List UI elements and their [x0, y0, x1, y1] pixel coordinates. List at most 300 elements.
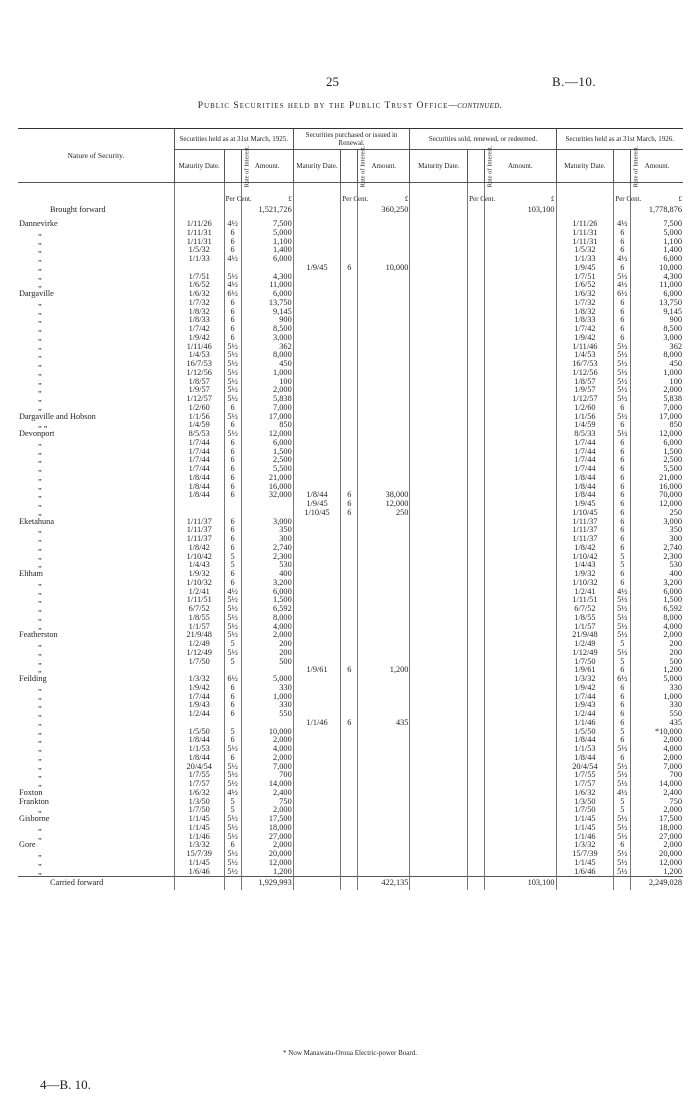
- maturity-1925: 1/6/32: [174, 290, 224, 299]
- amount-purchased: [358, 640, 410, 649]
- rate-sold: [468, 789, 485, 798]
- maturity-sold: [410, 421, 468, 430]
- security-name: „: [38, 534, 42, 543]
- rate-1926: 6: [614, 456, 631, 465]
- amount-1925: 362: [241, 343, 293, 352]
- amount-sold: [485, 421, 556, 430]
- rate-1925: 5: [224, 658, 241, 667]
- amount-1925: 8,000: [241, 614, 293, 623]
- rate-1926: 6: [614, 229, 631, 238]
- maturity-1925: 1/6/46: [174, 868, 224, 877]
- amount-purchased: [358, 378, 410, 387]
- rate-1925: 6: [224, 526, 241, 535]
- maturity-1926: 8/5/33: [556, 430, 614, 439]
- maturity-sold: [410, 658, 468, 667]
- rate-1926: 6: [614, 264, 631, 273]
- rate-purchased: [341, 841, 358, 850]
- amount-purchased: [358, 605, 410, 614]
- maturity-sold: [410, 824, 468, 833]
- rate-1926: 6: [614, 308, 631, 317]
- maturity-1926: 1/4/59: [556, 421, 614, 430]
- security-name: „: [38, 761, 42, 771]
- rate-purchased: [341, 684, 358, 693]
- header-rate: Rate of Interest.: [614, 150, 631, 183]
- maturity-purchased: [293, 369, 341, 378]
- amount-1926: 330: [631, 701, 683, 710]
- amount-sold: [485, 483, 556, 492]
- maturity-sold: [410, 579, 468, 588]
- amount-purchased: [358, 728, 410, 737]
- amount-1926: 27,000: [631, 833, 683, 842]
- table-row: [18, 868, 683, 877]
- rate-1926: 6: [614, 474, 631, 483]
- maturity-sold: [410, 395, 468, 404]
- rate-purchased: [341, 815, 358, 824]
- security-name: „: [38, 525, 42, 535]
- maturity-sold: [410, 736, 468, 745]
- rate-purchased: [341, 369, 358, 378]
- amount-1925: 200: [241, 649, 293, 658]
- maturity-sold: [410, 649, 468, 658]
- rate-sold: [468, 640, 485, 649]
- security-name: Dannevirke: [19, 219, 58, 228]
- security-name: „: [38, 700, 42, 710]
- maturity-1925: 1/12/49: [174, 649, 224, 658]
- amount-1925: 530: [241, 561, 293, 570]
- rate-purchased: [341, 378, 358, 387]
- rate-1925: 5½: [224, 649, 241, 658]
- security-name: „: [38, 499, 42, 508]
- header-amount: Amount.: [631, 150, 683, 183]
- rate-1926: 6: [614, 701, 631, 710]
- security-name: „: [38, 481, 42, 491]
- rate-1926: 4½: [614, 789, 631, 798]
- rate-1925: 5½: [224, 771, 241, 780]
- security-name: „: [38, 604, 42, 613]
- rate-sold: [468, 806, 485, 815]
- amount-purchased: [358, 544, 410, 553]
- carried-forward-row: [18, 877, 683, 891]
- maturity-1926: 1/7/32: [556, 299, 614, 308]
- amount-purchased: [358, 439, 410, 448]
- amount-sold: [485, 763, 556, 772]
- amount-1925: 2,400: [241, 789, 293, 798]
- maturity-sold: [410, 553, 468, 562]
- title-main: Public Securities held by the Public Trust Office: [197, 101, 449, 111]
- maturity-purchased: [293, 596, 341, 605]
- security-name: „: [38, 332, 42, 342]
- amount-1926: 17,500: [631, 815, 683, 824]
- maturity-1925: 1/10/42: [174, 553, 224, 562]
- amount-1925: 2,500: [241, 456, 293, 465]
- amount-1926: 7,000: [631, 404, 683, 413]
- amount-1925: 7,500: [241, 220, 293, 229]
- maturity-1926: 1/1/33: [556, 255, 614, 264]
- amount-sold: [485, 386, 556, 395]
- amount-1925: 6,000: [241, 439, 293, 448]
- amount-purchased: [358, 693, 410, 702]
- amount-1925: 8,500: [241, 325, 293, 334]
- maturity-1925: 1/8/44: [174, 474, 224, 483]
- maturity-1926: 1/11/46: [556, 343, 614, 352]
- amount-1925: 5,000: [241, 675, 293, 684]
- rate-1926: 6: [614, 500, 631, 509]
- maturity-1926: 1/2/60: [556, 404, 614, 413]
- amount-sold: [485, 658, 556, 667]
- amount-purchased: [358, 579, 410, 588]
- rate-sold: [468, 710, 485, 719]
- amount-purchased: [358, 386, 410, 395]
- rate-purchased: [341, 413, 358, 422]
- rate-sold: [468, 623, 485, 632]
- maturity-1925: 1/1/57: [174, 623, 224, 632]
- amount-1925: 12,000: [241, 859, 293, 868]
- amount-1925: 4,000: [241, 623, 293, 632]
- rate-1925: 5½: [224, 763, 241, 772]
- rate-1925: 5½: [224, 413, 241, 422]
- rate-purchased: [341, 649, 358, 658]
- maturity-1926: 1/7/44: [556, 456, 614, 465]
- amount-purchased: [358, 308, 410, 317]
- maturity-sold: [410, 500, 468, 509]
- amount-1926: 3,000: [631, 518, 683, 527]
- rate-sold: [468, 404, 485, 413]
- rate-sold: [468, 273, 485, 282]
- rate-sold: [468, 360, 485, 369]
- rate-1925: 5: [224, 806, 241, 815]
- maturity-sold: [410, 815, 468, 824]
- maturity-sold: [410, 771, 468, 780]
- maturity-sold: [410, 806, 468, 815]
- rate-sold: [468, 684, 485, 693]
- rate-1926: 5: [614, 728, 631, 737]
- maturity-purchased: [293, 246, 341, 255]
- amount-1926: 10,000: [631, 264, 683, 273]
- rate-purchased: [341, 220, 358, 229]
- security-name: „: [38, 682, 42, 692]
- page-title: [0, 101, 700, 111]
- rate-sold: [468, 649, 485, 658]
- maturity-1925: 1/7/44: [174, 448, 224, 457]
- maturity-sold: [410, 255, 468, 264]
- maturity-sold: [410, 850, 468, 859]
- maturity-purchased: [293, 439, 341, 448]
- amount-purchased: [358, 736, 410, 745]
- carried-forward-amount-1925: 1,929,993: [241, 877, 293, 891]
- maturity-1926: 1/8/42: [556, 544, 614, 553]
- amount-1926: 900: [631, 316, 683, 325]
- maturity-1926: 1/2/49: [556, 640, 614, 649]
- maturity-1926: 1/1/46: [556, 833, 614, 842]
- maturity-purchased: [293, 806, 341, 815]
- rate-1926: 6: [614, 693, 631, 702]
- maturity-1925: 6/7/52: [174, 605, 224, 614]
- unit-pound: £: [241, 183, 293, 204]
- maturity-1926: 1/8/44: [556, 754, 614, 763]
- rate-1926: 5½: [614, 859, 631, 868]
- amount-purchased: [358, 465, 410, 474]
- maturity-sold: [410, 448, 468, 457]
- rate-sold: [468, 413, 485, 422]
- maturity-1925: 1/1/33: [174, 255, 224, 264]
- rate-1925: 6: [224, 579, 241, 588]
- maturity-1926: 1/7/50: [556, 658, 614, 667]
- amount-sold: [485, 841, 556, 850]
- rate-1925: 4½: [224, 255, 241, 264]
- maturity-1925: 1/8/32: [174, 308, 224, 317]
- amount-purchased: [358, 404, 410, 413]
- amount-sold: [485, 299, 556, 308]
- rate-sold: [468, 693, 485, 702]
- amount-1925: 300: [241, 535, 293, 544]
- amount-1926: 350: [631, 526, 683, 535]
- rate-1925: 6: [224, 334, 241, 343]
- rate-purchased: [341, 273, 358, 282]
- rate-1925: 5½: [224, 833, 241, 842]
- amount-1926: 530: [631, 561, 683, 570]
- rate-sold: [468, 666, 485, 675]
- rate-1925: 6: [224, 701, 241, 710]
- rate-purchased: [341, 771, 358, 780]
- maturity-1925: 1/11/31: [174, 238, 224, 247]
- amount-sold: [485, 360, 556, 369]
- maturity-purchased: [293, 640, 341, 649]
- rate-1926: 5½: [614, 763, 631, 772]
- amount-1926: 100: [631, 378, 683, 387]
- rate-sold: [468, 798, 485, 807]
- amount-1926: 750: [631, 798, 683, 807]
- amount-1925: 6,000: [241, 588, 293, 597]
- amount-sold: [485, 281, 556, 290]
- maturity-1925: 1/8/33: [174, 316, 224, 325]
- amount-sold: [485, 771, 556, 780]
- maturity-1925: 1/3/32: [174, 675, 224, 684]
- rate-1925: 6: [224, 693, 241, 702]
- amount-sold: [485, 623, 556, 632]
- security-name: „: [38, 271, 42, 281]
- maturity-1925: 20/4/54: [174, 763, 224, 772]
- maturity-1926: 1/7/42: [556, 325, 614, 334]
- maturity-sold: [410, 596, 468, 605]
- maturity-1925: 1/8/44: [174, 754, 224, 763]
- amount-1925: 500: [241, 658, 293, 667]
- amount-sold: [485, 701, 556, 710]
- amount-1925: 2,000: [241, 806, 293, 815]
- rate-purchased: [341, 325, 358, 334]
- maturity-1926: 1/7/57: [556, 780, 614, 789]
- amount-1925: 17,000: [241, 413, 293, 422]
- amount-purchased: [358, 518, 410, 527]
- rate-1926: 5½: [614, 378, 631, 387]
- maturity-purchased: [293, 736, 341, 745]
- rate-1925: 5: [224, 553, 241, 562]
- rate-1926: 5½: [614, 351, 631, 360]
- rate-1926: 6: [614, 535, 631, 544]
- maturity-1926: 1/1/53: [556, 745, 614, 754]
- amount-purchased: [358, 614, 410, 623]
- rate-1926: 5½: [614, 815, 631, 824]
- rate-sold: [468, 868, 485, 877]
- maturity-1926: 1/11/37: [556, 535, 614, 544]
- maturity-1926: 1/8/44: [556, 491, 614, 500]
- maturity-1926: 1/8/44: [556, 474, 614, 483]
- maturity-sold: [410, 631, 468, 640]
- maturity-purchased: [293, 421, 341, 430]
- amount-1925: 12,000: [241, 430, 293, 439]
- rate-sold: [468, 448, 485, 457]
- rate-sold: [468, 439, 485, 448]
- maturity-purchased: [293, 631, 341, 640]
- rate-1925: 5½: [224, 868, 241, 877]
- amount-1925: 2,000: [241, 736, 293, 745]
- amount-purchased: [358, 360, 410, 369]
- security-name: „: [38, 455, 42, 465]
- rate-1925: 6: [224, 238, 241, 247]
- maturity-1925: 1/11/46: [174, 343, 224, 352]
- maturity-sold: [410, 220, 468, 229]
- rate-1925: 4½: [224, 789, 241, 798]
- maturity-1925: 1/8/44: [174, 736, 224, 745]
- amount-purchased: [358, 649, 410, 658]
- security-name: „: [38, 656, 42, 666]
- maturity-sold: [410, 456, 468, 465]
- security-name: „: [38, 726, 42, 736]
- maturity-1926: 1/7/44: [556, 439, 614, 448]
- rate-purchased: [341, 395, 358, 404]
- brought-forward-amount-1926: 1,778,876: [631, 203, 683, 217]
- rate-sold: [468, 701, 485, 710]
- security-name: „: [38, 394, 42, 403]
- rate-purchased: 6: [341, 666, 358, 675]
- amount-sold: [485, 465, 556, 474]
- maturity-1926: 1/9/61: [556, 666, 614, 675]
- rate-sold: [468, 518, 485, 527]
- maturity-1925: 15/7/39: [174, 850, 224, 859]
- maturity-sold: [410, 491, 468, 500]
- rate-1926: 6: [614, 684, 631, 693]
- maturity-1926: 1/8/33: [556, 316, 614, 325]
- amount-purchased: [358, 815, 410, 824]
- maturity-1926: 1/4/53: [556, 351, 614, 360]
- rate-1925: 6: [224, 325, 241, 334]
- maturity-sold: [410, 623, 468, 632]
- amount-1926: 16,000: [631, 483, 683, 492]
- amount-1926: 4,000: [631, 623, 683, 632]
- rate-1925: 5: [224, 561, 241, 570]
- header-maturity: Maturity Date.: [174, 150, 224, 183]
- rate-1926: 5½: [614, 413, 631, 422]
- rate-purchased: [341, 281, 358, 290]
- amount-1925: 2,000: [241, 386, 293, 395]
- rate-purchased: [341, 868, 358, 877]
- amount-1925: 3,000: [241, 518, 293, 527]
- amount-purchased: [358, 474, 410, 483]
- rate-1925: 5½: [224, 745, 241, 754]
- rate-1926: 5½: [614, 850, 631, 859]
- maturity-1925: 1/1/45: [174, 824, 224, 833]
- header-rate: Rate of Interest.: [341, 150, 358, 183]
- maturity-1926: 1/9/57: [556, 386, 614, 395]
- maturity-1926: 1/9/32: [556, 570, 614, 579]
- amount-sold: [485, 675, 556, 684]
- amount-1926: 20,000: [631, 850, 683, 859]
- maturity-1926: 21/9/48: [556, 631, 614, 640]
- amount-1926: 400: [631, 570, 683, 579]
- rate-sold: [468, 833, 485, 842]
- rate-purchased: [341, 570, 358, 579]
- amount-1925: [241, 500, 293, 509]
- maturity-sold: [410, 378, 468, 387]
- rate-purchased: [341, 588, 358, 597]
- maturity-1926: 1/6/32: [556, 789, 614, 798]
- security-name: „: [38, 831, 42, 841]
- amount-1926: 1,500: [631, 596, 683, 605]
- security-name: „: [38, 341, 42, 351]
- maturity-purchased: [293, 413, 341, 422]
- rate-sold: [468, 859, 485, 868]
- security-name: „: [38, 359, 42, 368]
- footnote: * Now Manawatu-Oroua Electric-power Board.: [283, 1049, 417, 1057]
- rate-1925: 4½: [224, 220, 241, 229]
- amount-sold: [485, 439, 556, 448]
- amount-1925: 6,000: [241, 255, 293, 264]
- rate-sold: [468, 736, 485, 745]
- maturity-sold: [410, 841, 468, 850]
- securities-table: [18, 128, 683, 890]
- amount-purchased: [358, 343, 410, 352]
- amount-purchased: [358, 675, 410, 684]
- maturity-purchased: [293, 850, 341, 859]
- rate-purchased: [341, 526, 358, 535]
- unit-per-cent: Per Cent.: [224, 183, 241, 204]
- rate-sold: [468, 299, 485, 308]
- maturity-purchased: [293, 316, 341, 325]
- maturity-1926: 1/11/31: [556, 229, 614, 238]
- maturity-1926: 15/7/39: [556, 850, 614, 859]
- amount-1926: 12,000: [631, 859, 683, 868]
- amount-purchased: [358, 220, 410, 229]
- maturity-1925: 8/5/53: [174, 430, 224, 439]
- maturity-1926: 1/7/51: [556, 273, 614, 282]
- amount-sold: [485, 500, 556, 509]
- maturity-purchased: [293, 561, 341, 570]
- rate-1925: 6: [224, 246, 241, 255]
- rate-purchased: [341, 833, 358, 842]
- amount-1925: 5,000: [241, 229, 293, 238]
- amount-1925: 200: [241, 640, 293, 649]
- rate-1926: 4½: [614, 255, 631, 264]
- amount-purchased: [358, 763, 410, 772]
- maturity-purchased: [293, 334, 341, 343]
- maturity-purchased: 1/1/46: [293, 719, 341, 728]
- maturity-sold: [410, 474, 468, 483]
- maturity-purchased: [293, 623, 341, 632]
- maturity-sold: [410, 308, 468, 317]
- amount-purchased: [358, 334, 410, 343]
- maturity-1926: 1/1/45: [556, 859, 614, 868]
- rate-purchased: [341, 745, 358, 754]
- amount-1925: 3,000: [241, 334, 293, 343]
- amount-1926: 12,000: [631, 500, 683, 509]
- maturity-1925: 1/2/41: [174, 588, 224, 597]
- rate-purchased: 6: [341, 500, 358, 509]
- maturity-1925: 1/3/32: [174, 841, 224, 850]
- rate-1925: 6: [224, 299, 241, 308]
- amount-1926: 200: [631, 649, 683, 658]
- rate-sold: [468, 850, 485, 859]
- rate-1925: 4½: [224, 281, 241, 290]
- rate-sold: [468, 369, 485, 378]
